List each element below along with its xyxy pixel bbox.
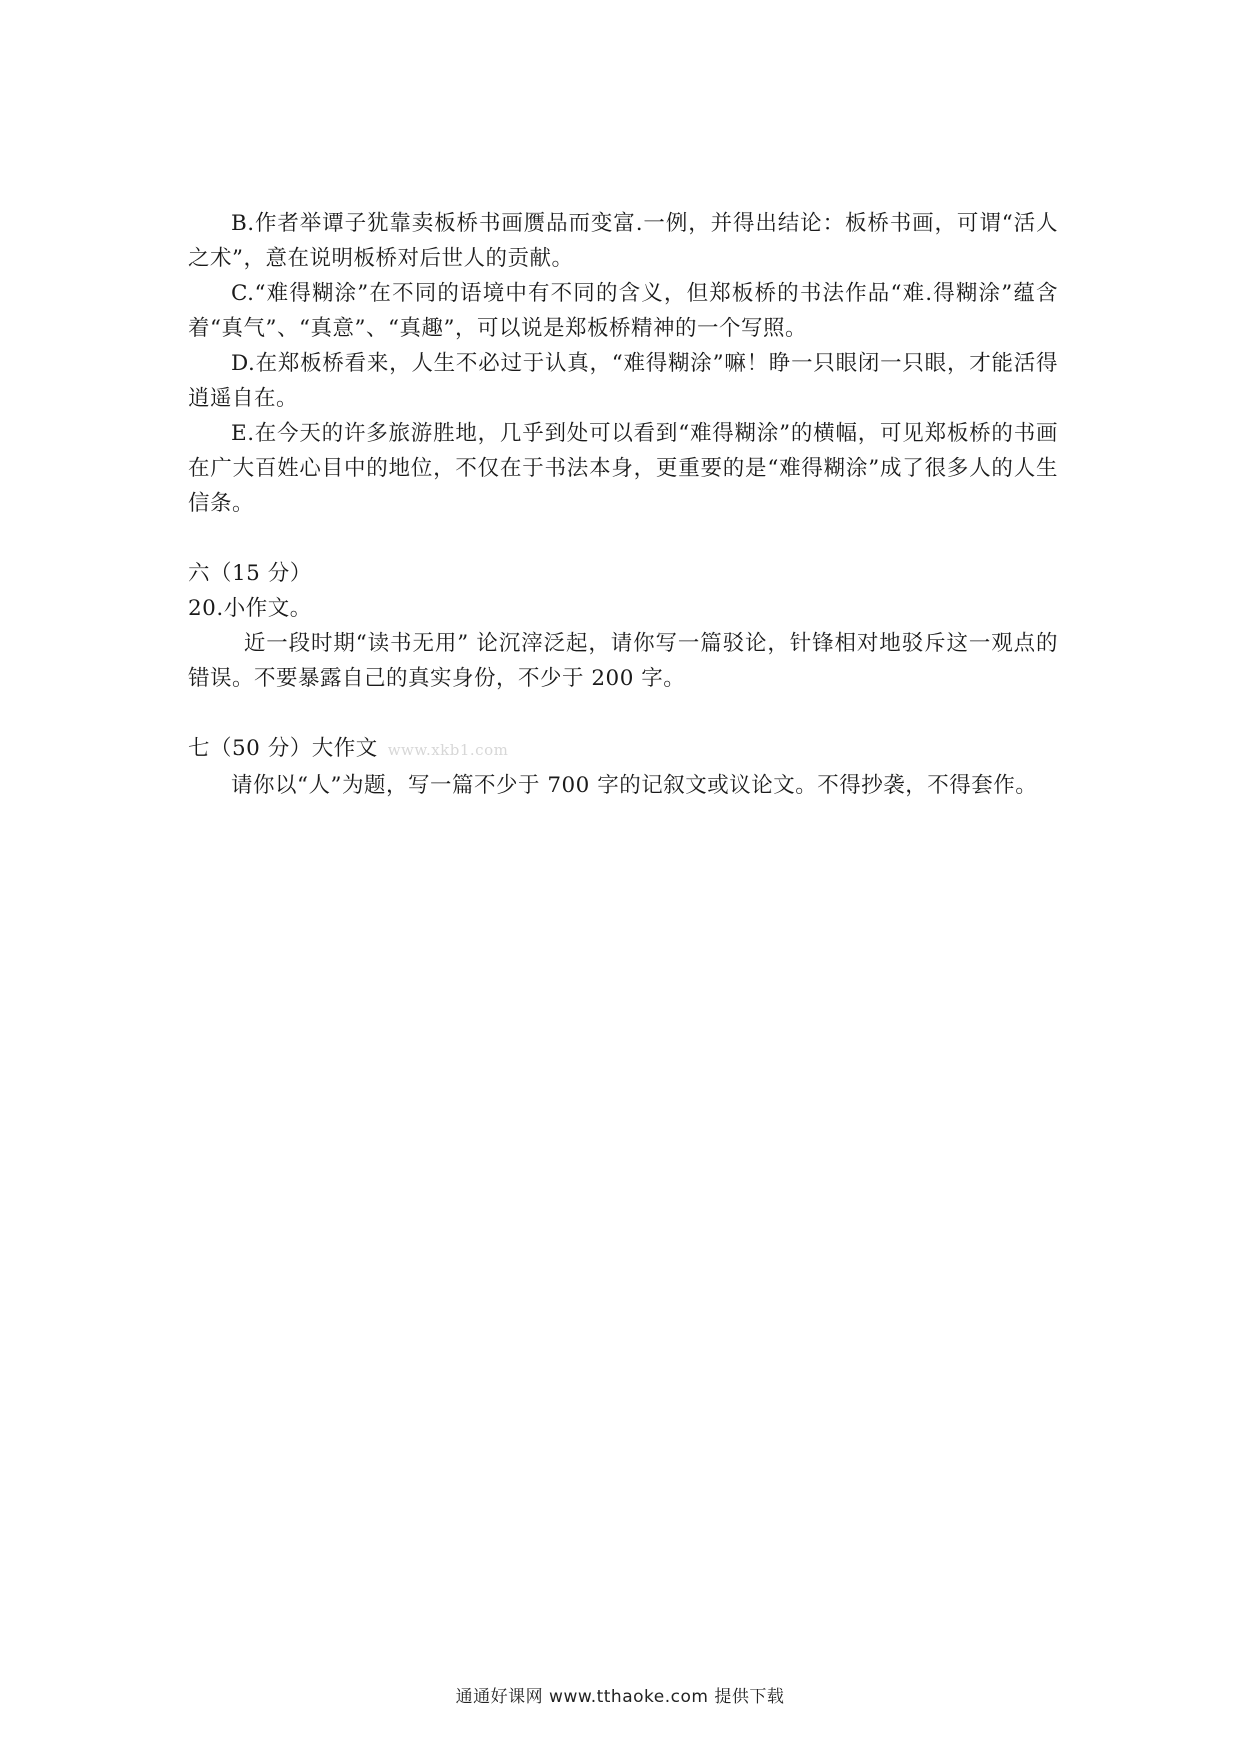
section-6-heading: 六（15 分） — [188, 561, 312, 586]
question-20-title: 20.小作文。 — [188, 596, 312, 621]
option-b: B.作者举谭子犹靠卖板桥书画赝品而变富.一例，并得出结论：板桥书画，可谓“活人之术”，意在说明板桥对后世人的贡献。 — [188, 211, 1058, 271]
spacer — [188, 521, 1058, 556]
option-e: E.在今天的许多旅游胜地，几乎到处可以看到“难得糊涂”的横幅，可见郑板桥的书画在广大百姓心目中的地位，不仅在于书法本身，更重要的是“难得糊涂”成了很多人的人生信条。 — [188, 421, 1058, 516]
watermark-text: www.xkb1.com — [387, 741, 509, 759]
spacer — [188, 696, 1058, 731]
section-7-heading-line — [188, 731, 1058, 768]
page-content — [188, 206, 1058, 803]
option-c: C.“难得糊涂”在不同的语境中有不同的含义，但郑板桥的书法作品“难.得糊涂”蕴含着“真气”、“真意”、“真趣”，可以说是郑板桥精神的一个写照。 — [188, 281, 1058, 341]
footer-credit: 通通好课网 www.tthaoke.com 提供下载 — [455, 1687, 785, 1707]
option-d: D.在郑板桥看来，人生不必过于认真，“难得糊涂”嘛！睁一只眼闭一只眼，才能活得逍遥自在。 — [188, 351, 1058, 411]
section-7-heading: 七（50 分）大作文 — [188, 736, 378, 761]
question-20-body: 近一段时期“读书无用” 论沉滓泛起，请你写一篇驳论，针锋相对地驳斥这一观点的错误。不要暴露自己的真实身份，不少于 200 字。 — [188, 631, 1058, 691]
question-21-body: 请你以“人”为题，写一篇不少于 700 字的记叙文或议论文。不得抄袭，不得套作。 — [231, 773, 1038, 798]
